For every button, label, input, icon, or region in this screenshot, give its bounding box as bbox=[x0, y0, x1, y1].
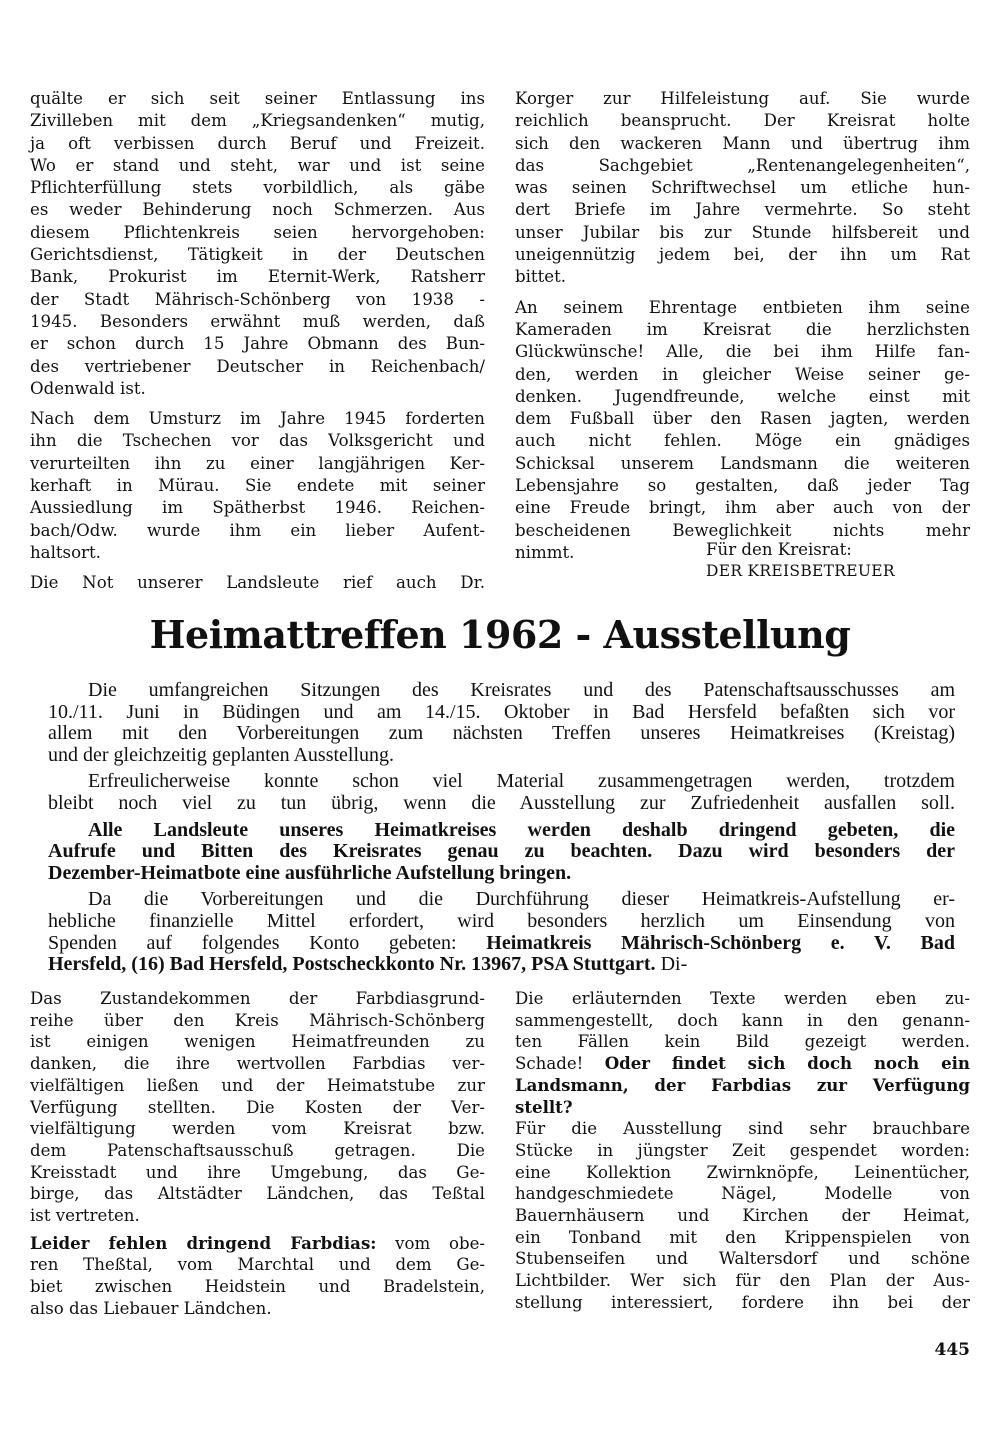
text-line: Erfreulicherweise konnte schon viel Material zusammengetragen werden, trotzdem bbox=[88, 770, 955, 793]
text-line: Korger zur Hilfeleistung auf. Sie wurde bbox=[515, 89, 970, 108]
text-line: bescheidenen Beweglichkeit nichts mehr bbox=[515, 520, 970, 540]
text-line: Odenwald ist. bbox=[30, 378, 146, 398]
text-line: Kameraden im Kreisrat die herzlichsten bbox=[515, 319, 970, 339]
text-line: kerhaft in Mürau. Sie endete mit seiner bbox=[30, 476, 485, 496]
text-line: biet zwischen Heidstein und Bradelstein, bbox=[30, 1277, 485, 1297]
text-line: haltsort. bbox=[30, 542, 101, 562]
paragraph bbox=[48, 820, 955, 885]
text-line: Das Zustandekommen der Farbdiasgrund- bbox=[30, 989, 485, 1008]
text-line: Nach dem Umsturz im Jahre 1945 forderten bbox=[30, 409, 485, 429]
paragraph bbox=[515, 297, 970, 565]
text-line: handgeschmiedete Nägel, Modelle von bbox=[515, 1184, 970, 1204]
bold-text: Alle Landsleute unseres Heimatkreises werden deshalb dringend gebeten, die bbox=[88, 818, 955, 841]
text-line: sammengestellt, doch kann in den genann- bbox=[515, 1010, 970, 1030]
text-line: stellung interessiert, fordere ihn bei der bbox=[515, 1292, 970, 1312]
text-line: dert Briefe im Jahre vermehrte. So steht bbox=[515, 200, 970, 220]
top-left-column bbox=[30, 88, 485, 603]
text-line: nimmt. bbox=[515, 542, 575, 562]
text-line: ist vertreten. bbox=[30, 1206, 140, 1226]
text-line: das Sachgebiet „Rentenangelegenheiten“, bbox=[515, 155, 970, 175]
text-line: den, werden in gleicher Weise seiner ge- bbox=[515, 364, 970, 384]
text-line: sich den wackeren Mann und übertrug ihm bbox=[515, 133, 970, 153]
text-line: eine Freude bringt, ihm aber auch von der bbox=[515, 498, 970, 518]
text-line: eine Kollektion Zwirnknöpfe, Leinentücher, bbox=[515, 1162, 970, 1182]
paragraph bbox=[30, 572, 485, 594]
text-line: der Stadt Mährisch-Schönberg von 1938 - bbox=[30, 289, 485, 309]
page-number: 445 bbox=[934, 1340, 970, 1360]
text-line: bleibt noch viel zu tun übrig, wenn die Ausstellung zur Zufriedenheit ausfallen soll. bbox=[48, 791, 955, 814]
paragraph bbox=[48, 889, 955, 975]
text-line: ist einigen wenigen Heimatfreunden zu bbox=[30, 1032, 485, 1052]
text-line: Pflichterfüllung stets vorbildlich, als gäbe bbox=[30, 178, 485, 198]
text-line: ja oft verbissen durch Beruf und Freizeit. bbox=[30, 133, 485, 153]
text-line: vielfältigen ließen und der Heimatstube zur bbox=[30, 1075, 485, 1095]
text-line: also das Liebauer Ländchen. bbox=[30, 1298, 272, 1318]
text-line bbox=[48, 820, 955, 842]
text-line: Aussiedlung im Spätherbst 1946. Reichen- bbox=[30, 498, 485, 518]
bottom-left-column bbox=[30, 988, 485, 1326]
text-line: dem Fußball über den Rasen jagten, werden bbox=[515, 409, 970, 429]
text-line: Lebensjahre so gestalten, daß jeder Tag bbox=[515, 476, 970, 496]
bold-text: Hersfeld, (16) Bad Hersfeld, Postscheckkonto Nr. 13967, PSA Stuttgart. bbox=[48, 953, 656, 976]
text-line: was seinen Schriftwechsel um etliche hun- bbox=[515, 178, 970, 198]
text-line: ein Tonband mit den Krippenspielen von bbox=[515, 1227, 970, 1247]
text-line: Kreisstadt und ihre Umgebung, das Ge- bbox=[30, 1162, 485, 1182]
text-line: ihn die Tschechen vor das Volksgericht und bbox=[30, 431, 485, 451]
text-line: hebliche finanzielle Mittel erfordert, wird besonders herzlich um Einsendung von bbox=[48, 909, 955, 932]
text-line bbox=[515, 1075, 970, 1097]
section-heading: Heimattreffen 1962 - Ausstellung bbox=[149, 612, 851, 657]
text-line: Bauernhäusern und Kirchen der Heimat, bbox=[515, 1206, 970, 1226]
bold-text: Heimatkreis Mährisch-Schönberg e. V. Bad bbox=[486, 931, 955, 954]
text-line: diesem Pflichtenkreis seien hervorgehoben: bbox=[30, 222, 485, 242]
bold-text: Oder findet sich doch noch ein bbox=[604, 1053, 970, 1074]
text-line: er schon durch 15 Jahre Obmann des Bun- bbox=[30, 334, 485, 354]
text-line: unser Jubilar bis zur Stunde hilfsbereit und bbox=[515, 222, 970, 242]
paragraph bbox=[48, 771, 955, 814]
text-line: Stubenseifen und Waltersdorf und schöne bbox=[515, 1249, 970, 1269]
text-line: Zivilleben mit dem „Kriegsandenken“ mutig, bbox=[30, 111, 485, 131]
text-line: uneigennützig jedem bei, der ihn um Rat bbox=[515, 245, 970, 265]
text-line: Bank, Prokurist im Eternit-Werk, Ratsherr bbox=[30, 267, 485, 287]
text-line: Lichtbilder. Wer sich für den Plan der Aus- bbox=[515, 1271, 970, 1291]
text-line: ren Theßtal, vom Marchtal und dem Ge- bbox=[30, 1255, 485, 1275]
text-line: An seinem Ehrentage entbieten ihm seine bbox=[515, 297, 970, 317]
bold-text: Landsmann, der Farbdias zur Verfügung bbox=[515, 1074, 970, 1095]
text-segment: Schade! bbox=[515, 1054, 605, 1074]
text-line: auch nicht fehlen. Möge ein gnädiges bbox=[515, 431, 970, 451]
bold-text: Aufrufe und Bitten des Kreisrates genau zu beachten. Dazu wird besonders der bbox=[48, 840, 955, 863]
text-line: 1945. Besonders erwähnt muß werden, daß bbox=[30, 311, 485, 331]
text-line: verurteilten ihn zu einer langjährigen Ker- bbox=[30, 453, 485, 473]
paragraph bbox=[48, 680, 955, 766]
top-right-column bbox=[515, 88, 970, 572]
text-line bbox=[515, 1097, 970, 1119]
text-line: Glückwünsche! Alle, die bei ihm Hilfe fan- bbox=[515, 342, 970, 362]
text-line: Da die Vorbereitungen und die Durchführung dieser Heimatkreis-Aufstellung er- bbox=[88, 888, 955, 911]
text-line: ten Fällen kein Bild gezeigt werden. bbox=[515, 1032, 970, 1052]
text-line: vielfältigung werden vom Kreisrat bzw. bbox=[30, 1119, 485, 1139]
text-line: 10./11. Juni in Büdingen und am 14./15. Oktober in Bad Hersfeld befaßten sich vor bbox=[48, 700, 955, 723]
text-line: bittet. bbox=[515, 267, 567, 287]
text-line: Die umfangreichen Sitzungen des Kreisrates und des Patenschaftsausschusses am bbox=[88, 679, 955, 701]
text-line bbox=[48, 933, 955, 955]
bold-text: Leider fehlen dringend Farbdias: bbox=[30, 1232, 377, 1253]
text-line: bach/Odw. wurde ihm ein lieber Aufent- bbox=[30, 520, 485, 540]
text-line: und der gleichzeitig geplanten Ausstellung. bbox=[48, 743, 395, 766]
text-line: Wo er stand und steht, war und ist seine bbox=[30, 155, 485, 175]
paragraph bbox=[30, 408, 485, 564]
text-line: Die Not unserer Landsleute rief auch Dr. bbox=[30, 573, 485, 593]
paragraph bbox=[30, 988, 485, 1227]
paragraph bbox=[30, 1233, 485, 1320]
text-line: birge, das Altstädter Ländchen, das Teßtal bbox=[30, 1184, 485, 1204]
signature-line-2: DER KREISBETREUER bbox=[706, 562, 895, 580]
text-segment: vom obe- bbox=[376, 1233, 485, 1253]
text-line: reichlich beansprucht. Der Kreisrat holte bbox=[515, 111, 970, 131]
text-line: danken, die ihre wertvollen Farbdias ver- bbox=[30, 1054, 485, 1074]
text-segment: Di- bbox=[655, 953, 688, 976]
text-line bbox=[30, 1233, 485, 1255]
text-line bbox=[48, 954, 955, 976]
text-line: Stücke in jüngster Zeit gespendet worden: bbox=[515, 1140, 970, 1160]
text-line: Für die Ausstellung sind sehr brauchbare bbox=[515, 1119, 970, 1139]
paragraph bbox=[515, 88, 970, 289]
signature-line-1: Für den Kreisrat: bbox=[706, 540, 852, 559]
text-line: Gerichtsdienst, Tätigkeit in der Deutschen bbox=[30, 245, 485, 265]
paragraph bbox=[515, 988, 970, 1118]
text-line: dem Patenschaftsausschuß getragen. Die bbox=[30, 1140, 485, 1160]
text-line: reihe über den Kreis Mährisch-Schönberg bbox=[30, 1010, 485, 1030]
text-line bbox=[48, 863, 955, 885]
paragraph bbox=[515, 1118, 970, 1313]
paragraph bbox=[30, 88, 485, 400]
text-line: des vertriebener Deutscher in Reichenbach/ bbox=[30, 356, 485, 376]
text-line: Schicksal unserem Landsmann die weiteren bbox=[515, 453, 970, 473]
bold-text: stellt? bbox=[515, 1096, 573, 1117]
announcement-body bbox=[48, 680, 955, 981]
text-line: denken. Jugendfreunde, welche einst mit bbox=[515, 386, 970, 406]
text-line: quälte er sich seit seiner Entlassung ins bbox=[30, 89, 485, 108]
text-line bbox=[515, 1053, 970, 1075]
text-line: Die erläuternden Texte werden eben zu- bbox=[515, 989, 970, 1008]
text-line: Verfügung stellten. Die Kosten der Ver- bbox=[30, 1097, 485, 1117]
text-line: allem mit den Vorbereitungen zum nächsten Treffen unseres Heimatkreises (Kreistag) bbox=[48, 722, 955, 745]
text-segment: Spenden auf folgendes Konto gebeten: bbox=[48, 931, 487, 954]
bold-text: Dezember-Heimatbote eine ausführliche Aufstellung bringen. bbox=[48, 861, 572, 884]
bottom-right-column bbox=[515, 988, 970, 1322]
text-line bbox=[48, 841, 955, 863]
text-line: es weder Behinderung noch Schmerzen. Aus bbox=[30, 200, 485, 220]
